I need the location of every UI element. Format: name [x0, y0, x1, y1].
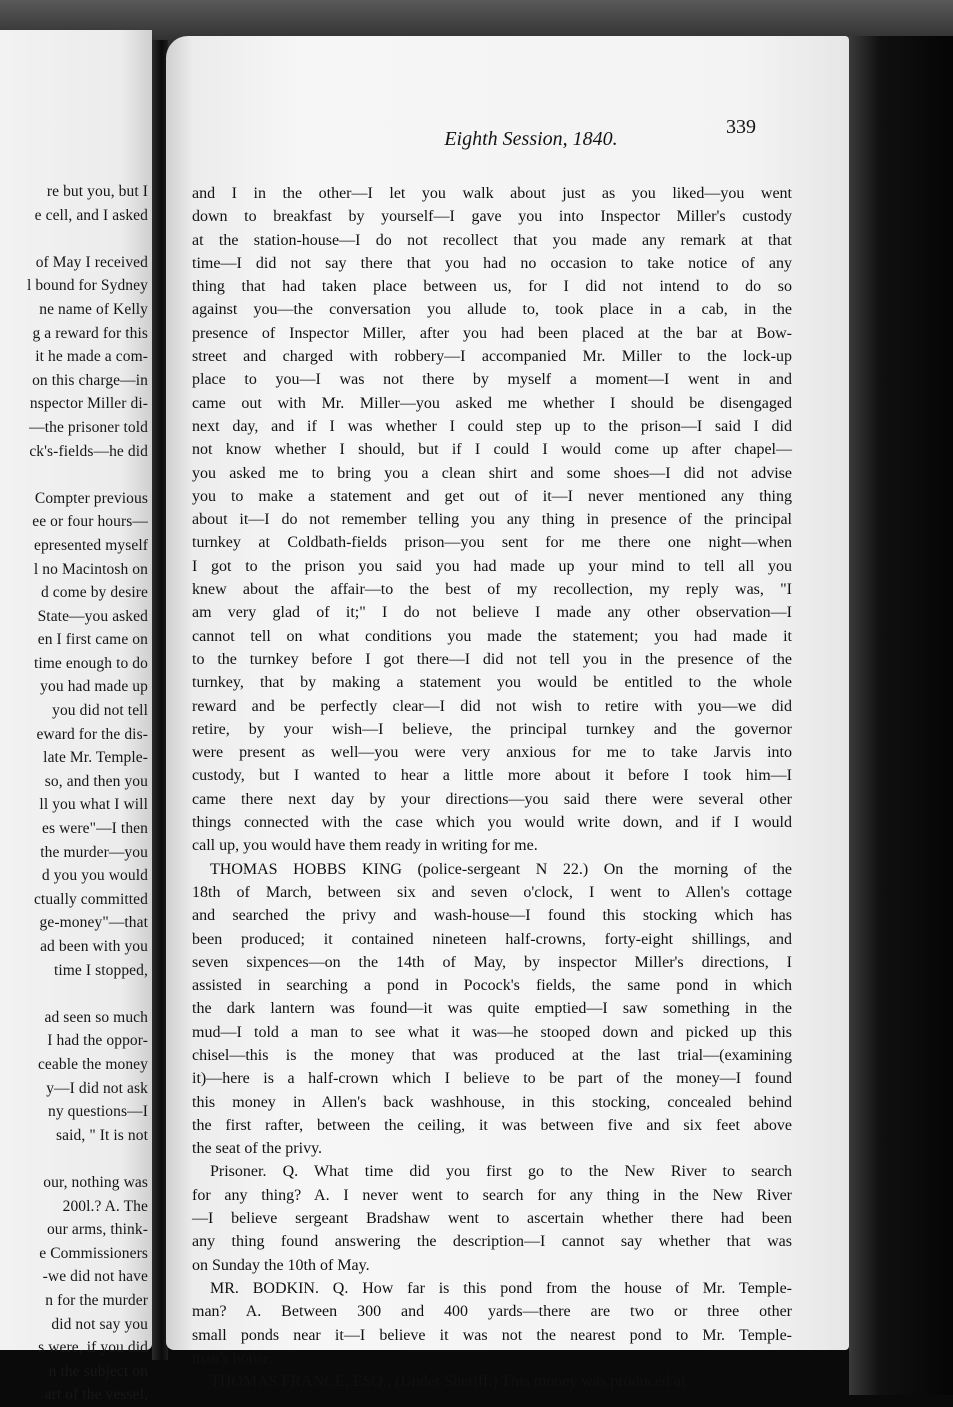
page-number: 339 — [726, 116, 756, 138]
text-line: retire, by your wish—I believe, the principal turnkey and the governor — [192, 720, 792, 738]
left-page-text — [27, 180, 148, 1407]
text-line — [27, 1147, 148, 1171]
text-line: call up, you would have them ready in writing for me. — [192, 837, 538, 855]
text-line: n the subject on — [48, 1362, 148, 1380]
page-body-text — [192, 182, 792, 1393]
text-line: of May I received — [35, 253, 148, 271]
text-line: s were, if you did — [38, 1339, 148, 1357]
text-line: against you—the conversation you allude to, took place in a cab, in the — [192, 301, 792, 319]
text-line: l bound for Sydney — [26, 277, 148, 295]
text-line: Prisoner. Q. What time did you first go to the New River to search — [210, 1163, 792, 1181]
text-line: not know whether I should, but if I could I would come up after chapel— — [192, 441, 792, 459]
text-line: the seat of the privy. — [192, 1140, 323, 1158]
text-line — [27, 982, 148, 1006]
text-line: to the turnkey before I got there—I did not tell you in the presence of the — [192, 650, 792, 668]
text-line: nspector Miller di- — [29, 395, 148, 413]
text-line: mud—I told a man to see what it was—he stooped down and picked up this — [192, 1023, 792, 1041]
text-line: MR. BODKIN. Q. How far is this pond from the house of Mr. Temple- — [210, 1279, 792, 1297]
text-line: you to make a statement and get out of it—I never mentioned any thing — [192, 487, 792, 505]
text-line: ge-money"—that — [39, 914, 148, 932]
text-line: and I in the other—I let you walk about just as you liked—you went — [192, 185, 792, 202]
left-page — [0, 30, 152, 1404]
text-line: ctually committed — [33, 890, 148, 908]
text-line: said, " It is not — [56, 1126, 148, 1144]
text-line: —the prisoner told — [29, 418, 148, 436]
text-line: epresented myself — [33, 536, 148, 554]
text-line: the first rafter, between the ceiling, it was between five and six feet above — [192, 1116, 792, 1134]
text-line — [27, 463, 148, 487]
text-line: ne name of Kelly — [39, 300, 148, 318]
text-line: man's house. — [192, 1349, 274, 1367]
text-line: presence of Inspector Miller, after you had been placed at the bar at Bow- — [192, 324, 792, 342]
text-line: ck's-fields—he did — [29, 442, 148, 460]
right-page — [166, 36, 849, 1391]
text-line: art of the vessel, — [44, 1386, 148, 1404]
text-line: the dark lantern was found—it was quite emptied—I saw something in the — [192, 1000, 792, 1018]
text-line: down to breakfast by yourself—I gave you into Inspector Miller's custody — [192, 208, 792, 226]
text-line: any thing found answering the description—I cannot say whether that was — [192, 1233, 792, 1251]
text-line: been produced; it contained nineteen half-crowns, forty-eight shillings, and — [192, 930, 792, 948]
text-line: chisel—this is the money that was produced at the last trial—(examining — [192, 1046, 792, 1064]
text-line: the murder—you — [40, 843, 148, 861]
text-line: n for the murder — [45, 1291, 148, 1309]
text-line: I got to the prison you said you had made up your mind to tell all you — [192, 557, 792, 575]
text-line: knew about the affair—to the best of my recollection, my reply was, "I — [192, 581, 792, 599]
text-line: d you you would — [41, 867, 148, 885]
text-line: came out with Mr. Miller—you asked me whether I should be disengaged — [192, 394, 792, 412]
text-line: you did not tell — [52, 702, 148, 720]
text-line: ad seen so much — [44, 1008, 148, 1026]
text-line: thing that had taken place between us, for I did not intend to do so — [192, 278, 792, 296]
text-line: ny questions—I — [48, 1103, 148, 1121]
text-line: 200l.? A. The — [62, 1197, 148, 1215]
text-line: Compter previous — [34, 489, 148, 507]
text-line: and searched the privy and wash-house—I found this stocking which has — [192, 907, 792, 925]
text-line: THOMAS FRANCE, ESQ., (Under Sheriff.) This money was produced at — [210, 1373, 686, 1391]
text-line: 18th of March, between six and seven o'clock, I went to Allen's cottage — [192, 883, 792, 901]
text-line: you asked me to bring you a clean shirt and some shoes—I did not advise — [192, 464, 792, 482]
text-line: eward for the dis- — [36, 725, 148, 743]
text-line: re but you, but I — [46, 183, 148, 200]
text-line: en I first came on — [37, 631, 148, 649]
text-line: State—you asked — [37, 607, 148, 625]
text-line: e Commissioners — [39, 1244, 148, 1262]
text-line: it he made a com- — [35, 348, 148, 366]
text-line: about it—I do not remember telling you any thing in presence of the principal — [192, 511, 792, 529]
text-line: time enough to do — [33, 654, 148, 672]
text-line: turnkey at Coldbath-fields prison—you sent for me there one night—when — [192, 534, 792, 552]
text-line: ee or four hours— — [32, 513, 148, 531]
text-line: assisted in searching a pond in Pocock's fields, the same pond in which — [192, 977, 792, 995]
text-line: you had made up — [40, 678, 148, 696]
text-line: y—I did not ask — [46, 1079, 148, 1097]
text-line: at the station-house—I do not recollect that you made any remark at that — [192, 231, 792, 249]
text-line: ceable the money — [37, 1055, 148, 1073]
text-line: l no Macintosh on — [33, 560, 148, 578]
text-line: this money in Allen's back washhouse, in this stocking, concealed behind — [192, 1093, 792, 1111]
text-line: THOMAS HOBBS KING (police-sergeant N 22.) On the morning of the — [210, 860, 792, 878]
text-line: custody, but I wanted to hear a little more about it before I took him—I — [192, 767, 792, 785]
text-line: our, nothing was — [43, 1173, 148, 1191]
text-line: am very glad of it;" I do not believe I made any other observation—I — [192, 604, 792, 622]
text-line: late Mr. Temple- — [43, 749, 148, 767]
text-line: ad been with you — [40, 938, 148, 955]
text-line: turnkey, that by making a statement you would be entitled to the whole — [192, 674, 792, 692]
scanner-background-right — [849, 36, 953, 1395]
text-line: came there next day by your directions—you said there were several other — [192, 790, 792, 808]
text-line: for any thing? A. I never went to search for any thing in the New River — [192, 1186, 792, 1204]
text-line: es were"—I then — [42, 820, 148, 838]
text-line: next day, and if I was whether I could step up to the prison—I said I did — [192, 417, 792, 435]
text-line — [27, 227, 148, 251]
text-line: were present as well—you were very anxious for me to take Jarvis into — [192, 744, 792, 762]
text-line: seven sixpences—on the 14th of May, by inspector Miller's directions, I — [192, 953, 792, 971]
text-line: e cell, and I asked — [34, 206, 148, 224]
text-line: it)—here is a half-crown which I believe to be part of the money—I found — [192, 1070, 792, 1088]
text-line: place to you—I was not there by myself a moment—I went in and — [192, 371, 792, 389]
text-line: did not say you — [51, 1315, 148, 1333]
text-line: g a reward for this — [32, 324, 148, 342]
text-line: street and charged with robbery—I accompanied Mr. Miller to the lock-up — [192, 348, 792, 366]
text-line: —I believe sergeant Bradshaw went to ascertain whether there had been — [192, 1210, 792, 1228]
text-line: cannot tell on what conditions you made the statement; you had made it — [192, 627, 792, 645]
text-line: reward and be perfectly clear—I did not wish to retire with you—we did — [192, 697, 792, 715]
text-line: on this charge—in — [32, 371, 148, 389]
text-line: things connected with the case which you would write down, and if I would — [192, 814, 792, 832]
running-head: Eighth Session, 1840. — [444, 128, 618, 150]
text-line: d come by desire — [40, 584, 148, 602]
text-line: on Sunday the 10th of May. — [192, 1256, 370, 1274]
text-line: so, and then you — [44, 772, 148, 790]
text-line: time I stopped, — [53, 961, 148, 979]
text-line: ll you what I will — [39, 796, 148, 814]
text-line: man? A. Between 300 and 400 yards—there are two or three other — [192, 1303, 792, 1321]
text-line: I had the oppor- — [47, 1032, 148, 1050]
text-line: -we did not have — [42, 1268, 148, 1286]
text-line: our arms, think- — [46, 1221, 148, 1239]
text-line: time—I did not say there that you had no occasion to take notice of any — [192, 254, 792, 272]
text-line: small ponds near it—I believe it was not the nearest pond to Mr. Temple- — [192, 1326, 792, 1344]
